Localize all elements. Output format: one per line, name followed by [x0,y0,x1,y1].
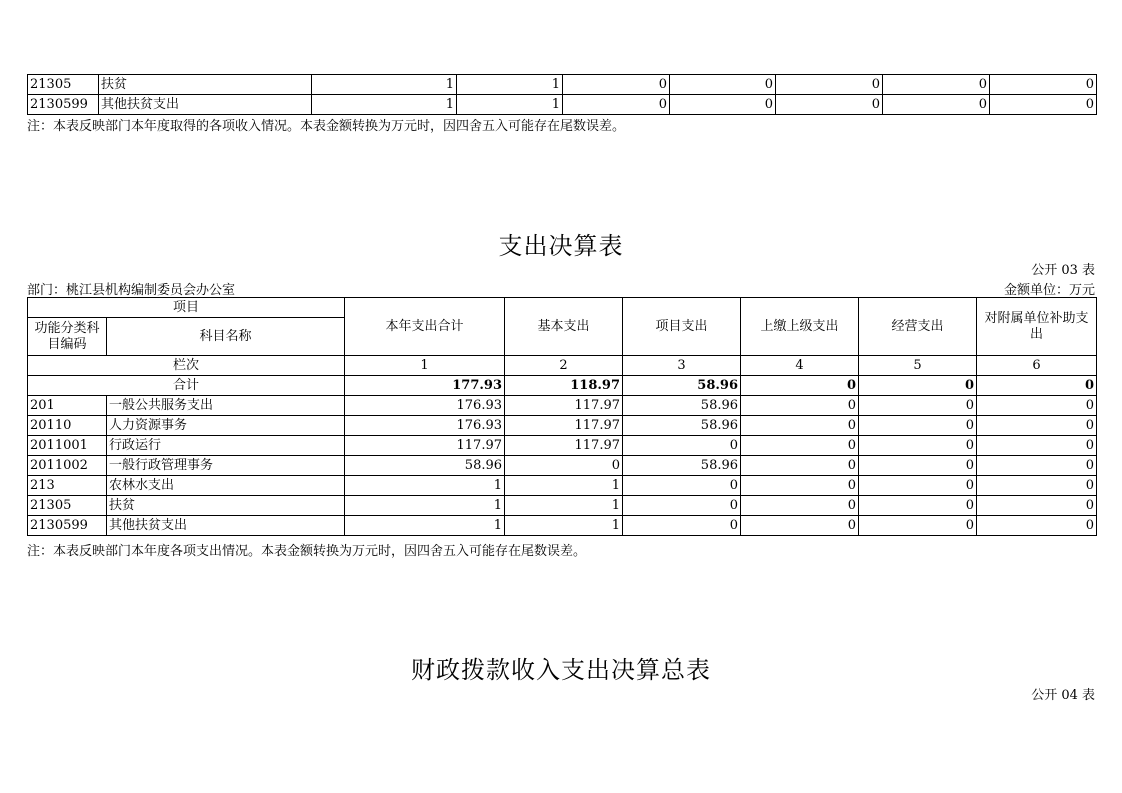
row-value: 0 [741,476,859,496]
row-value: 0 [859,396,977,416]
row-value: 0 [670,95,776,115]
row-value: 0 [977,456,1097,476]
fiscal-title: 财政拨款收入支出决算总表 [411,656,711,684]
row-value: 0 [623,516,741,536]
total-cell: 0 [977,376,1097,396]
row-value: 117.97 [505,416,623,436]
row-code: 2130599 [28,516,107,536]
total-cell: 0 [859,376,977,396]
expense-title: 支出决算表 [498,232,624,260]
row-name: 一般公共服务支出 [107,396,345,416]
fiscal-table-number: 公开 04 表 [1031,688,1095,703]
department-label: 部门：桃江县机构编制委员会办公室 [27,283,236,298]
col-number: 5 [859,356,977,376]
row-value: 0 [990,95,1097,115]
row-value: 0 [977,496,1097,516]
header-code: 功能分类科目编码 [28,318,107,356]
row-name: 其他扶贫支出 [99,95,312,115]
row-value: 58.96 [623,416,741,436]
row-value: 0 [859,476,977,496]
row-name: 行政运行 [107,436,345,456]
row-code: 21305 [28,496,107,516]
expense-table [27,297,1097,536]
row-value: 1 [345,516,505,536]
row-value: 176.93 [345,416,505,436]
unit-label: 金额单位：万元 [1003,283,1095,298]
row-value: 0 [741,516,859,536]
row-value: 0 [741,396,859,416]
row-code: 2130599 [28,95,99,115]
header-name: 科目名称 [107,318,345,356]
table-row [28,516,1097,536]
row-value: 1 [312,75,457,95]
row-code: 21305 [28,75,99,95]
table-row [28,95,1097,115]
row-code: 2011002 [28,456,107,476]
row-value: 1 [505,496,623,516]
row-value: 58.96 [623,456,741,476]
row-value: 0 [977,436,1097,456]
row-value: 0 [623,496,741,516]
row-value: 1 [457,75,563,95]
header-col-total: 本年支出合计 [345,298,505,356]
row-value: 0 [859,416,977,436]
table-row [28,436,1097,456]
header-col-project: 项目支出 [623,298,741,356]
row-value: 0 [883,75,990,95]
total-cell: 118.97 [505,376,623,396]
row-name: 一般行政管理事务 [107,456,345,476]
row-value: 0 [741,456,859,476]
table-row [28,75,1097,95]
total-label: 合计 [28,376,345,396]
col-number: 3 [623,356,741,376]
expense-table-number: 公开 03 表 [1031,263,1095,278]
row-code: 201 [28,396,107,416]
row-value: 1 [505,516,623,536]
row-value: 0 [670,75,776,95]
row-value: 1 [312,95,457,115]
row-value: 117.97 [505,396,623,416]
row-value: 1 [457,95,563,115]
col-number: 4 [741,356,859,376]
row-name: 扶贫 [99,75,312,95]
table-row [28,416,1097,436]
table-row [28,496,1097,516]
col-number: 2 [505,356,623,376]
row-value: 0 [623,476,741,496]
total-cell: 0 [741,376,859,396]
header-col-basic: 基本支出 [505,298,623,356]
row-value: 1 [345,496,505,516]
row-value: 58.96 [345,456,505,476]
row-value: 0 [563,95,670,115]
row-value: 0 [776,75,883,95]
row-name: 农林水支出 [107,476,345,496]
row-value: 0 [859,456,977,476]
table-row [28,396,1097,416]
header-col-business: 经营支出 [859,298,977,356]
header-item: 项目 [28,298,345,318]
total-row [28,376,1097,396]
expense-note: 注：本表反映部门本年度各项支出情况。本表金额转换为万元时，因四舍五入可能存在尾数误差。 [27,544,587,559]
row-name: 扶贫 [107,496,345,516]
row-value: 0 [977,396,1097,416]
row-value: 176.93 [345,396,505,416]
row-value: 0 [741,416,859,436]
income-note: 注：本表反映部门本年度取得的各项收入情况。本表金额转换为万元时，因四舍五入可能存在尾数误差。 [27,119,626,134]
row-value: 0 [990,75,1097,95]
total-cell: 177.93 [345,376,505,396]
row-value: 0 [505,456,623,476]
row-value: 1 [505,476,623,496]
row-value: 58.96 [623,396,741,416]
row-value: 0 [977,476,1097,496]
header-col-subsidy: 对附属单位补助支出 [977,298,1097,356]
row-value: 0 [859,496,977,516]
row-code: 2011001 [28,436,107,456]
row-value: 0 [859,436,977,456]
row-value: 0 [563,75,670,95]
row-value: 117.97 [505,436,623,456]
income-table-continuation [27,74,1097,115]
total-cell: 58.96 [623,376,741,396]
row-value: 117.97 [345,436,505,456]
header-lanci: 栏次 [28,356,345,376]
row-value: 0 [977,516,1097,536]
row-value: 1 [345,476,505,496]
row-value: 0 [859,516,977,536]
header-col-upper: 上缴上级支出 [741,298,859,356]
row-code: 20110 [28,416,107,436]
row-name: 其他扶贫支出 [107,516,345,536]
col-number: 6 [977,356,1097,376]
row-value: 0 [977,416,1097,436]
row-value: 0 [883,95,990,115]
col-number: 1 [345,356,505,376]
row-value: 0 [776,95,883,115]
table-row [28,456,1097,476]
table-row [28,476,1097,496]
row-value: 0 [623,436,741,456]
row-name: 人力资源事务 [107,416,345,436]
row-value: 0 [741,496,859,516]
row-value: 0 [741,436,859,456]
row-code: 213 [28,476,107,496]
